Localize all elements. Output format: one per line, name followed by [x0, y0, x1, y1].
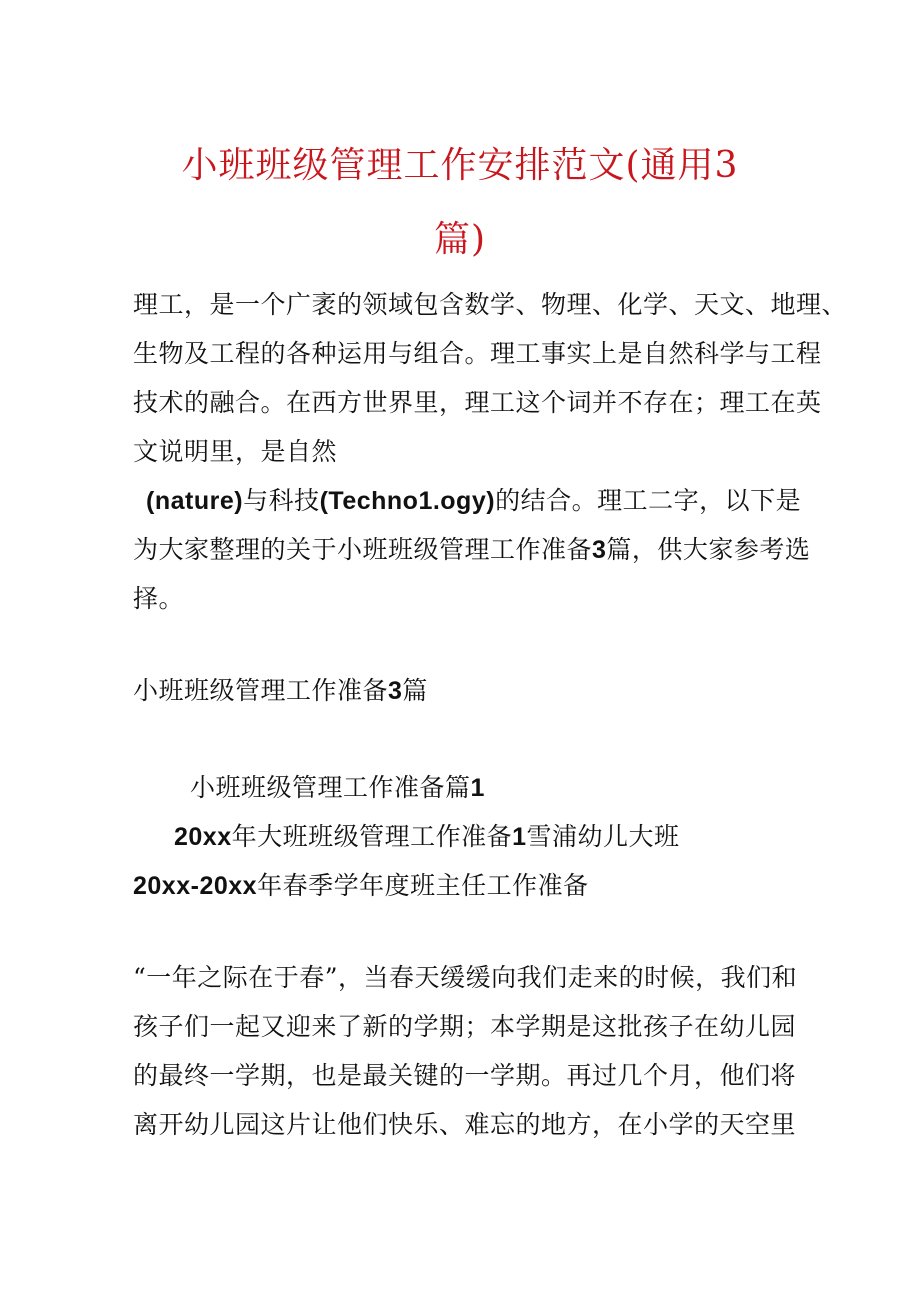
- plan-text: 年大班班级管理工作准备: [231, 822, 513, 851]
- sub-heading-text: 小班班级管理工作准备篇: [190, 773, 471, 802]
- intro-term-nature: (nature): [146, 487, 244, 515]
- intro-line-2: 生物及工程的各种运用与组合。理工事实上是自然科学与工程: [133, 339, 822, 368]
- plan-text: 雪浦幼儿大班: [526, 822, 680, 851]
- section-heading-number: 3: [388, 677, 403, 705]
- intro-line-4: 文说明里，是自然: [133, 437, 338, 466]
- body-line-3: 的最终一学期，也是最关键的一学期。再过几个月，他们将: [133, 1061, 797, 1090]
- section-heading-text: 小班班级管理工作准备: [133, 676, 389, 705]
- intro-line-6: [133, 535, 810, 565]
- sub-heading-number: 1: [470, 774, 485, 802]
- sub-heading: [190, 773, 485, 803]
- section-heading-text: 篇: [402, 676, 428, 705]
- intro-text: 篇，供大家参考选: [606, 535, 811, 564]
- body-line-1: “一年之际在于春”，当春天缓缓向我们走来的时候，我们和: [133, 963, 798, 992]
- plan-year: 20xx: [174, 823, 232, 851]
- intro-line-3: 技术的融合。在西方世界里，理工这个词并不存在；理工在英: [133, 388, 822, 417]
- intro-text: 与科技: [243, 486, 320, 515]
- body-line-4: 离开幼儿园这片让他们快乐、难忘的地方，在小学的天空里: [133, 1110, 797, 1139]
- intro-term-technology: (Techno1.ogy): [319, 487, 496, 515]
- document-title-line-1: 小班班级管理工作安排范文(通用3: [181, 145, 739, 186]
- intro-number: 3: [592, 536, 607, 564]
- plan-number: 1: [512, 823, 527, 851]
- body-line-2: 孩子们一起又迎来了新的学期；本学期是这批孩子在幼儿园: [133, 1012, 797, 1041]
- intro-line-5: [146, 486, 801, 516]
- intro-text: 的结合。理工二字，以下是: [495, 486, 802, 515]
- intro-line-1: 理工，是一个广袤的领域包含数学、物理、化学、天文、地理、: [133, 290, 848, 319]
- intro-line-7: 择。: [133, 584, 185, 613]
- intro-text: 为大家整理的关于小班班级管理工作准备: [133, 535, 593, 564]
- document-title-line-2: 篇): [433, 219, 487, 260]
- plan-year-range: 20xx-20xx: [133, 872, 258, 900]
- plan-line-2: [133, 871, 589, 901]
- plan-line-1: [174, 822, 680, 852]
- section-heading: [133, 676, 428, 706]
- plan-text: 年春季学年度班主任工作准备: [257, 871, 589, 900]
